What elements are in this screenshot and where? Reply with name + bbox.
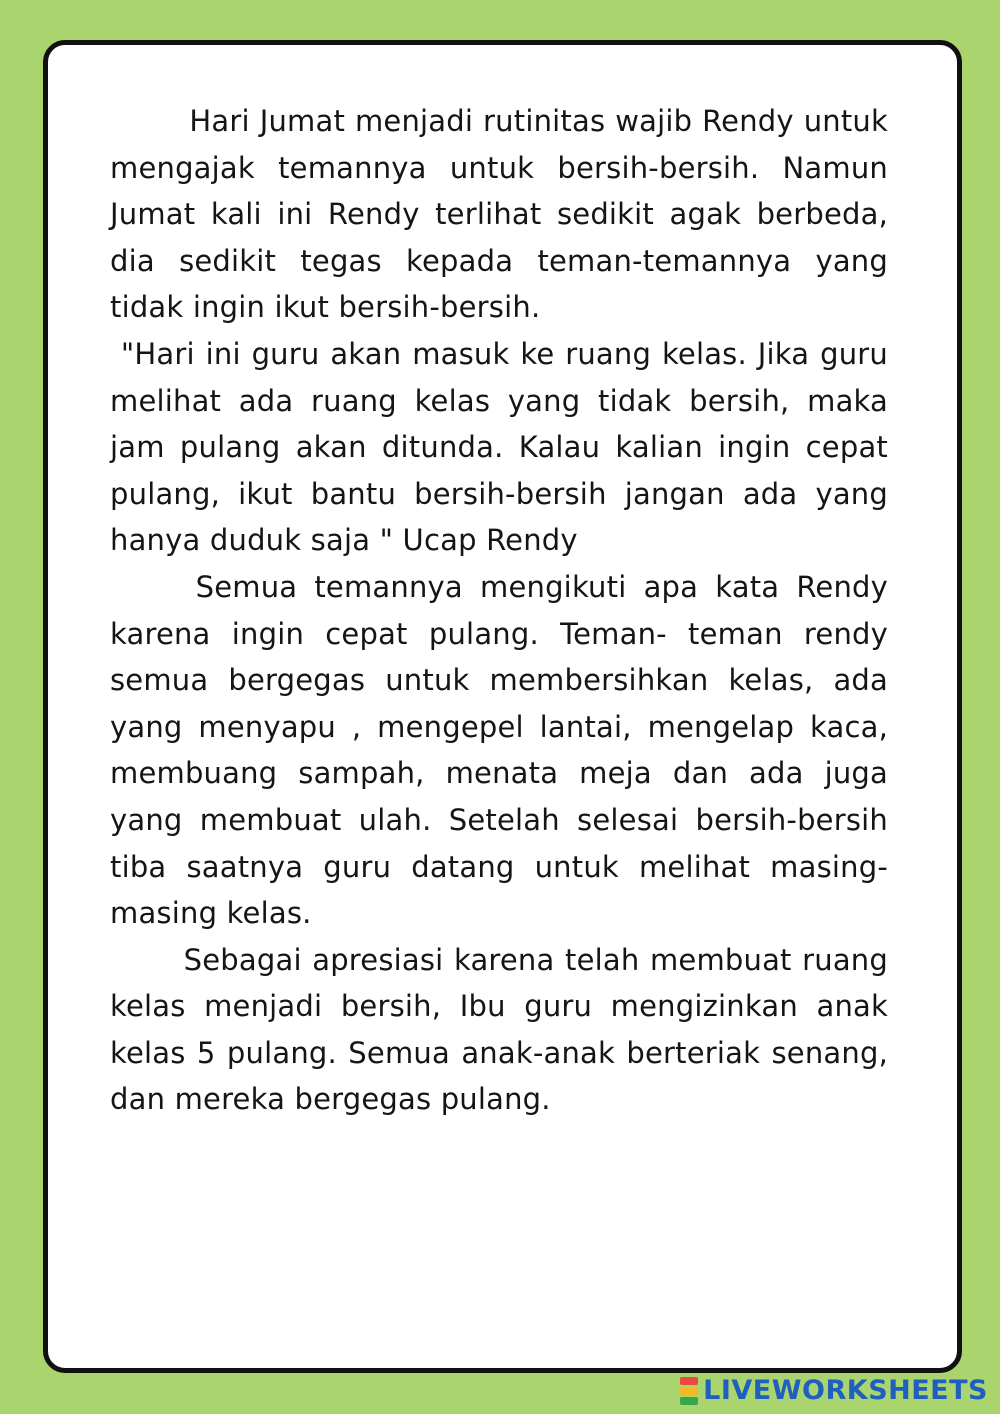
- paragraph-3: Semua temannya mengikuti apa kata Rendy karena ingin cepat pulang. Teman- teman rendy semua bergegas untuk membersihkan kelas, ada yang menyapu , mengepel lantai, mengelap kaca, membuang sampah, menata meja dan ada juga yang membuat ulah. Setelah selesai bersih-bersih tiba saatnya guru datang untuk melihat masing-masing kelas.: [110, 569, 888, 931]
- liveworksheets-watermark: [680, 1375, 988, 1406]
- paragraph-1: Hari Jumat menjadi rutinitas wajib Rendy untuk mengajak temannya untuk bersih-bersih. Namun Jumat kali ini Rendy terlihat sedikit agak berbeda, dia sedikit tegas kepada teman-temannya yang tidak ingin ikut bersih-bersih.: [110, 104, 888, 325]
- paragraph-2: "Hari ini guru akan masuk ke ruang kelas. Jika guru melihat ada ruang kelas yang tidak bersih, maka jam pulang akan ditunda. Kalau kalian ingin cepat pulang, ikut bantu bersih-bersih jangan ada yang hanya duduk saja " Ucap Rendy: [110, 336, 888, 558]
- logo-bar-yellow: [680, 1387, 698, 1395]
- story-text: [110, 98, 888, 1123]
- watermark-text: LIVEWORKSHEETS: [703, 1375, 988, 1406]
- logo-bar-green: [680, 1397, 698, 1405]
- logo-bar-red: [680, 1377, 698, 1385]
- liveworksheets-logo-icon: [680, 1377, 698, 1405]
- paragraph-4: Sebagai apresiasi karena telah membuat ruang kelas menjadi bersih, Ibu guru mengizinkan anak kelas 5 pulang. Semua anak-anak berteriak senang, dan mereka bergegas pulang.: [110, 942, 888, 1117]
